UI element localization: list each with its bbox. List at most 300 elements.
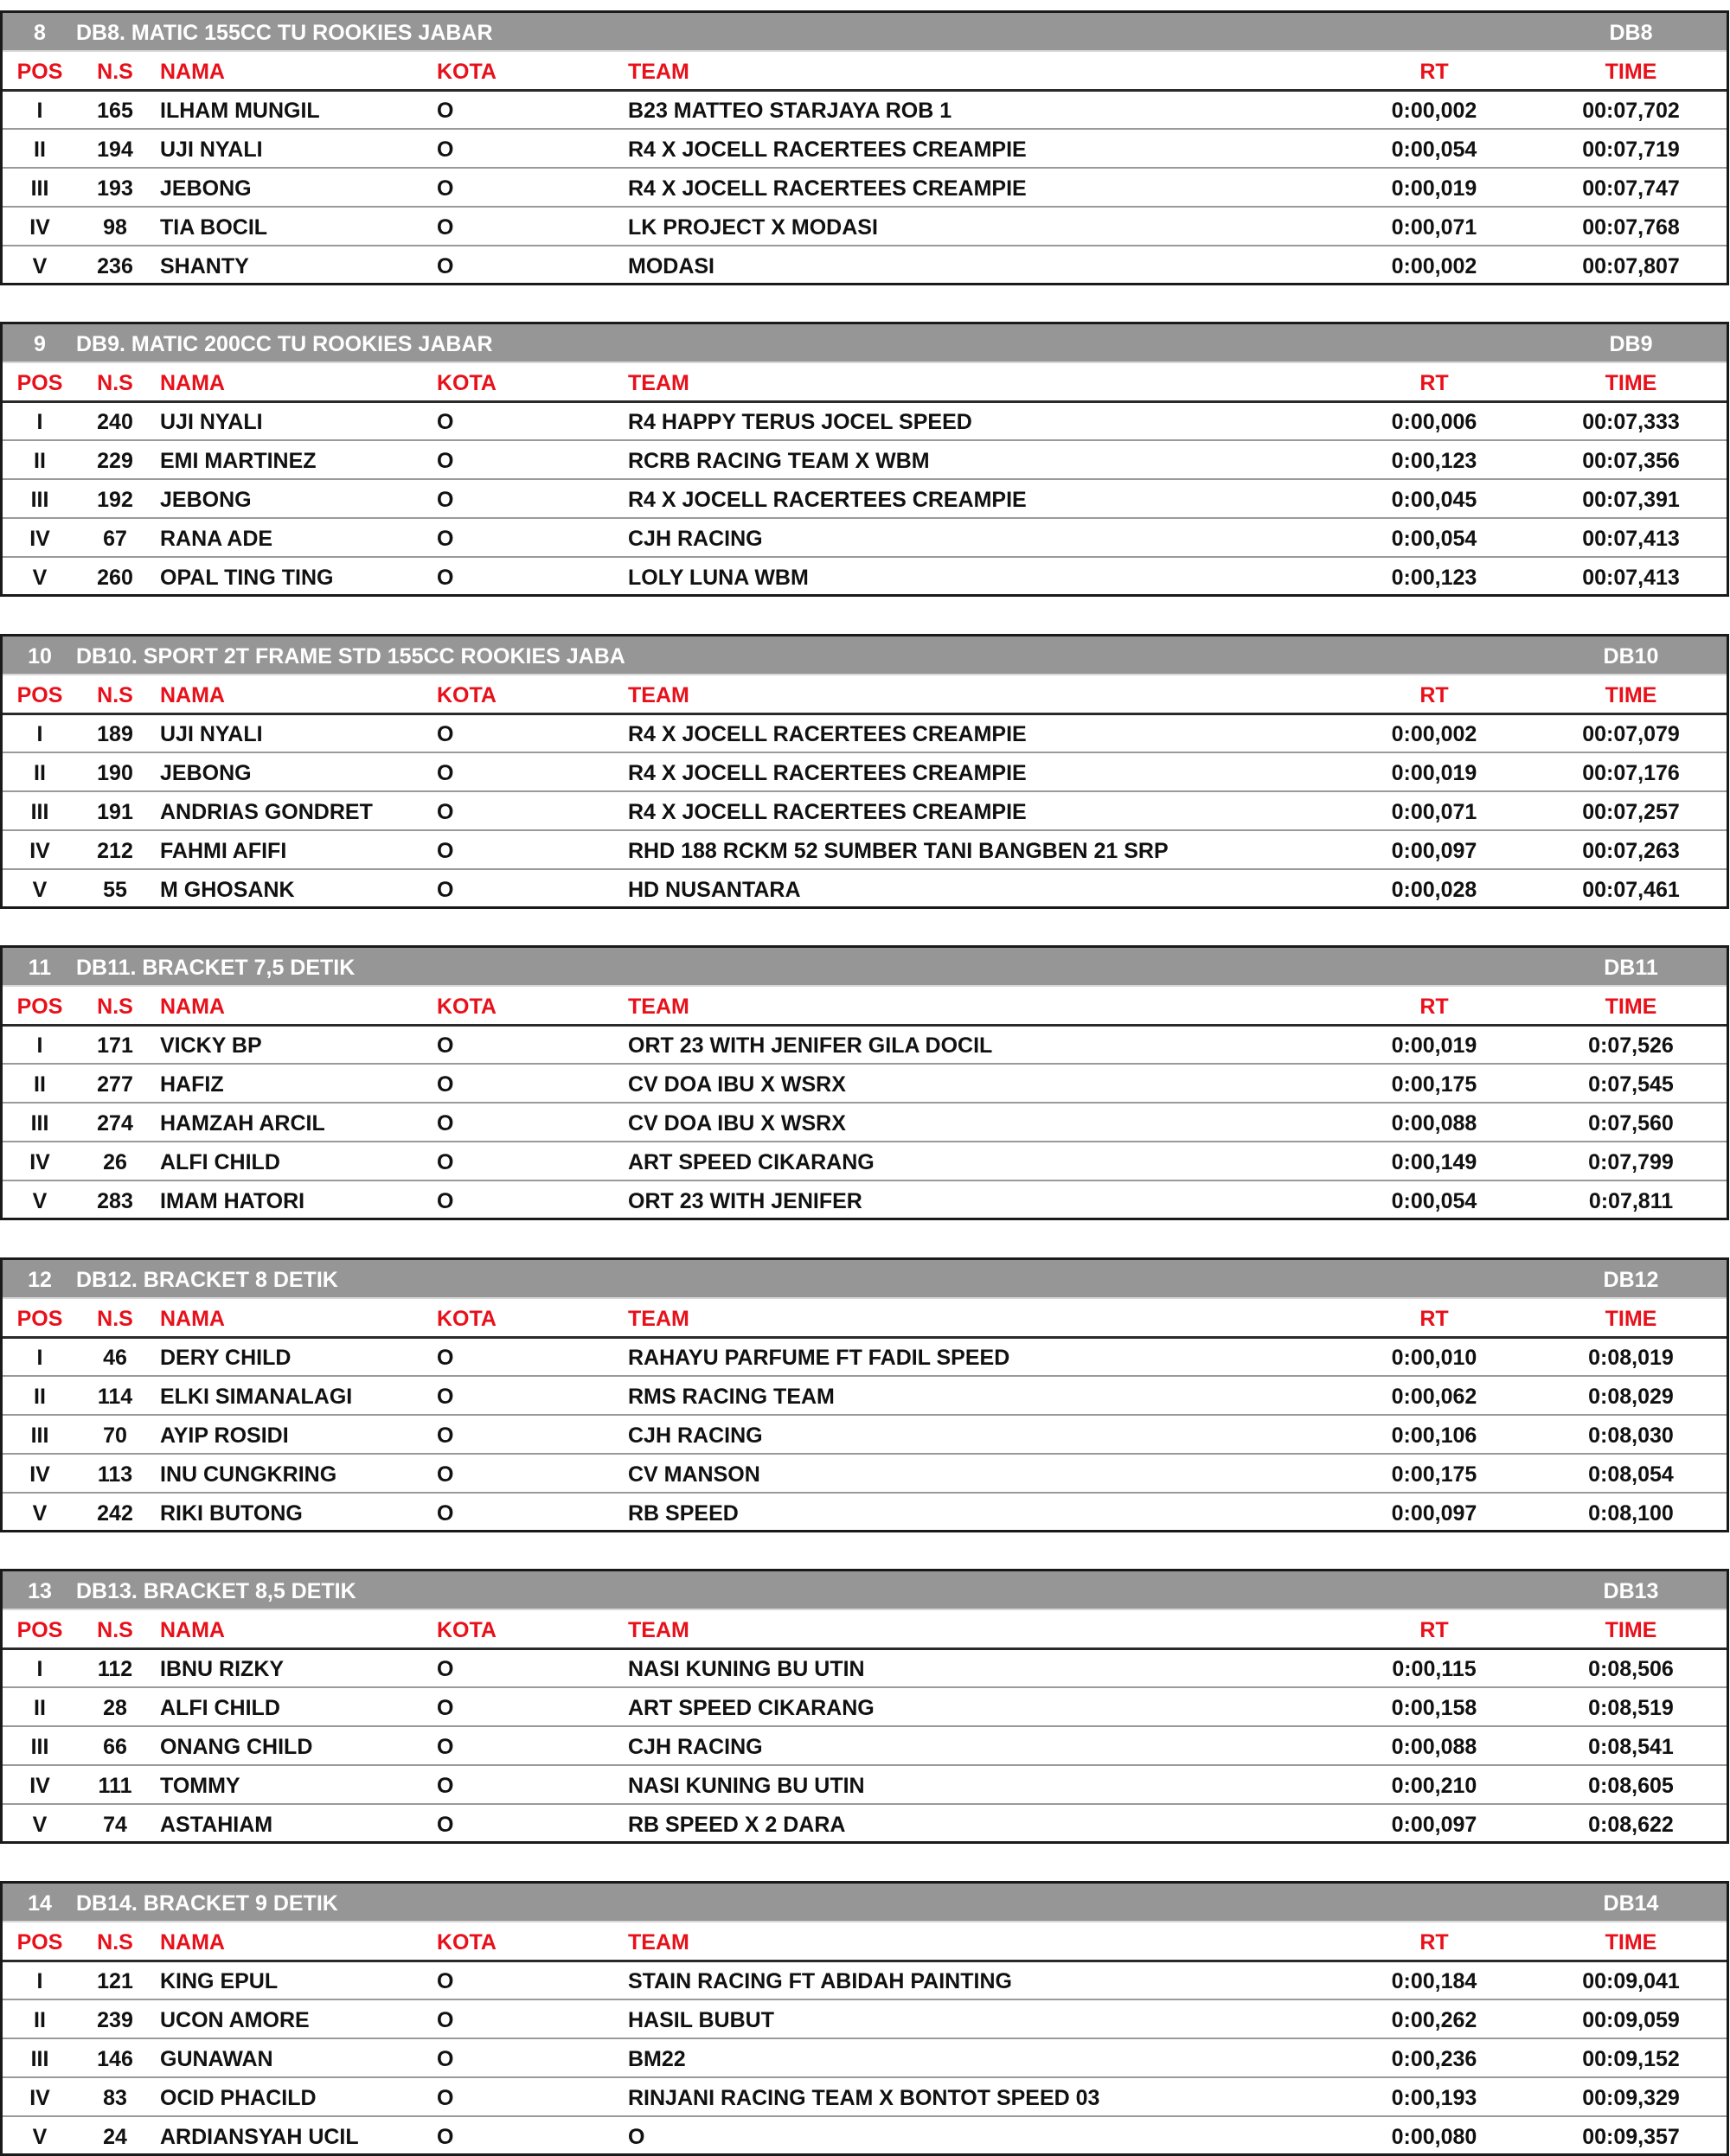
cell-team: NASI KUNING BU UTIN: [628, 1657, 865, 1681]
cell-time: 00:07,263: [1582, 839, 1680, 863]
cell-nama: HAFIZ: [160, 1072, 224, 1097]
table-row: [3, 402, 1727, 441]
column-header-row: [3, 363, 1727, 403]
col-ns-label: N.S: [97, 1307, 133, 1331]
cell-time: 0:07,811: [1588, 1189, 1674, 1213]
cell-nama: INU CUNGKRING: [160, 1462, 337, 1487]
cell-kota: O: [437, 1385, 454, 1409]
cell-rt: 0:00,210: [1391, 1774, 1477, 1798]
cell-team: STAIN RACING FT ABIDAH PAINTING: [628, 1969, 1012, 1993]
col-kota-label: KOTA: [437, 995, 497, 1019]
table-row: [3, 1181, 1727, 1219]
cell-rt: 0:00,175: [1391, 1462, 1477, 1487]
cell-ns: 192: [97, 488, 133, 512]
col-time-label: TIME: [1605, 1930, 1657, 1954]
cell-rt: 0:00,088: [1391, 1111, 1477, 1136]
col-pos-label: POS: [16, 1930, 63, 1954]
col-nama-label: NAMA: [160, 1307, 225, 1331]
col-pos-label: POS: [16, 1618, 63, 1642]
cell-team: R4 X JOCELL RACERTEES CREAMPIE: [628, 176, 1027, 201]
class-title: DB13. BRACKET 8,5 DETIK: [76, 1579, 356, 1603]
col-team-label: TEAM: [628, 683, 689, 707]
cell-ns: 260: [97, 566, 133, 590]
cell-team: RCRB RACING TEAM X WBM: [628, 449, 930, 473]
cell-kota: O: [437, 1189, 454, 1213]
cell-team: CJH RACING: [628, 527, 763, 551]
cell-pos: II: [34, 2008, 46, 2032]
cell-rt: 0:00,184: [1391, 1969, 1477, 1993]
cell-time: 00:09,357: [1582, 2125, 1680, 2149]
cell-rt: 0:00,071: [1391, 215, 1477, 240]
cell-time: 00:07,391: [1582, 488, 1680, 512]
cell-ns: 193: [97, 176, 133, 201]
cell-pos: IV: [29, 215, 50, 240]
cell-rt: 0:00,019: [1391, 176, 1477, 201]
cell-nama: KING EPUL: [160, 1969, 279, 1993]
cell-time: 00:07,257: [1582, 800, 1680, 824]
cell-time: 0:08,541: [1588, 1735, 1674, 1759]
cell-ns: 67: [103, 527, 127, 551]
cell-rt: 0:00,002: [1391, 254, 1477, 278]
cell-ns: 114: [97, 1385, 133, 1409]
cell-ns: 55: [103, 878, 127, 902]
cell-kota: O: [437, 2047, 454, 2071]
cell-pos: III: [30, 488, 49, 512]
table-row: [3, 246, 1727, 284]
cell-team: R4 X JOCELL RACERTEES CREAMPIE: [628, 138, 1027, 162]
result-table: [0, 10, 1729, 285]
cell-nama: DERY CHILD: [160, 1346, 292, 1370]
cell-team: R4 HAPPY TERUS JOCEL SPEED: [628, 410, 972, 434]
result-table: [0, 945, 1729, 1220]
cell-time: 0:07,526: [1588, 1033, 1674, 1058]
col-team-label: TEAM: [628, 995, 689, 1019]
cell-nama: ASTAHIAM: [160, 1813, 273, 1837]
cell-kota: O: [437, 99, 454, 123]
cell-rt: 0:00,019: [1391, 1033, 1477, 1058]
cell-rt: 0:00,019: [1391, 761, 1477, 785]
table-row: [3, 831, 1727, 870]
cell-pos: I: [36, 410, 43, 434]
cell-team: R4 X JOCELL RACERTEES CREAMPIE: [628, 488, 1027, 512]
cell-time: 00:07,356: [1582, 449, 1680, 473]
cell-time: 00:07,176: [1582, 761, 1680, 785]
class-title: DB10. SPORT 2T FRAME STD 155CC ROOKIES JABA: [76, 644, 625, 669]
cell-rt: 0:00,002: [1391, 722, 1477, 746]
class-code: DB12: [1603, 1268, 1659, 1292]
col-nama-label: NAMA: [160, 1930, 225, 1954]
class-header: [3, 13, 1727, 52]
cell-pos: IV: [29, 1462, 50, 1487]
cell-nama: UJI NYALI: [160, 138, 263, 162]
cell-kota: O: [437, 839, 454, 863]
cell-pos: II: [34, 761, 46, 785]
cell-pos: V: [32, 566, 48, 590]
cell-time: 0:08,054: [1588, 1462, 1674, 1487]
cell-ns: 212: [97, 839, 133, 863]
cell-nama: AYIP ROSIDI: [160, 1423, 289, 1448]
col-nama-label: NAMA: [160, 995, 225, 1019]
cell-time: 00:09,041: [1582, 1969, 1680, 1993]
col-kota-label: KOTA: [437, 60, 497, 84]
cell-kota: O: [437, 1033, 454, 1058]
col-time-label: TIME: [1605, 371, 1657, 395]
cell-team: RHD 188 RCKM 52 SUMBER TANI BANGBEN 21 SRP: [628, 839, 1169, 863]
table-row: [3, 1026, 1727, 1065]
cell-kota: O: [437, 2086, 454, 2110]
cell-time: 00:09,059: [1582, 2008, 1680, 2032]
cell-team: HD NUSANTARA: [628, 878, 801, 902]
cell-rt: 0:00,054: [1391, 138, 1477, 162]
cell-kota: O: [437, 1696, 454, 1720]
cell-kota: O: [437, 1501, 454, 1526]
cell-team: CV MANSON: [628, 1462, 760, 1487]
cell-rt: 0:00,010: [1391, 1346, 1477, 1370]
cell-nama: OCID PHACILD: [160, 2086, 317, 2110]
col-pos-label: POS: [16, 683, 63, 707]
cell-time: 0:08,622: [1588, 1813, 1674, 1837]
cell-nama: UJI NYALI: [160, 410, 263, 434]
cell-pos: II: [34, 138, 46, 162]
table-row: [3, 753, 1727, 792]
col-ns-label: N.S: [97, 683, 133, 707]
class-number: 12: [28, 1268, 52, 1292]
class-code: DB14: [1603, 1891, 1659, 1916]
cell-time: 0:08,100: [1588, 1501, 1674, 1526]
table-row: [3, 1065, 1727, 1104]
cell-ns: 240: [97, 410, 133, 434]
cell-kota: O: [437, 410, 454, 434]
table-row: [3, 1338, 1727, 1377]
cell-kota: O: [437, 138, 454, 162]
cell-rt: 0:00,080: [1391, 2125, 1477, 2149]
cell-pos: III: [30, 800, 49, 824]
table-row: [3, 1805, 1727, 1842]
cell-ns: 189: [97, 722, 133, 746]
result-table: [0, 1569, 1729, 1844]
col-rt-label: RT: [1419, 371, 1449, 395]
cell-kota: O: [437, 1813, 454, 1837]
cell-pos: I: [36, 722, 43, 746]
cell-pos: III: [30, 1423, 49, 1448]
table-row: [3, 1416, 1727, 1455]
cell-team: RMS RACING TEAM: [628, 1385, 835, 1409]
cell-rt: 0:00,175: [1391, 1072, 1477, 1097]
cell-rt: 0:00,097: [1391, 1813, 1477, 1837]
cell-ns: 98: [103, 215, 127, 240]
column-header-row: [3, 52, 1727, 92]
cell-nama: FAHMI AFIFI: [160, 839, 287, 863]
cell-nama: VICKY BP: [160, 1033, 262, 1058]
cell-nama: ILHAM MUNGIL: [160, 99, 320, 123]
cell-kota: O: [437, 722, 454, 746]
cell-nama: UJI NYALI: [160, 722, 263, 746]
cell-pos: V: [32, 2125, 48, 2149]
cell-time: 00:07,413: [1582, 527, 1680, 551]
table-row: [3, 2000, 1727, 2039]
cell-kota: O: [437, 566, 454, 590]
cell-ns: 121: [97, 1969, 133, 1993]
cell-time: 00:07,461: [1582, 878, 1680, 902]
cell-nama: ALFI CHILD: [160, 1150, 280, 1174]
cell-ns: 66: [103, 1735, 127, 1759]
class-code: DB13: [1603, 1579, 1659, 1603]
cell-kota: O: [437, 1111, 454, 1136]
cell-team: RINJANI RACING TEAM X BONTOT SPEED 03: [628, 2086, 1100, 2110]
class-title: DB8. MATIC 155CC TU ROOKIES JABAR: [76, 21, 493, 45]
cell-team: R4 X JOCELL RACERTEES CREAMPIE: [628, 761, 1027, 785]
cell-kota: O: [437, 1150, 454, 1174]
table-row: [3, 1104, 1727, 1142]
cell-pos: V: [32, 1813, 48, 1837]
class-code: DB10: [1603, 644, 1659, 669]
cell-nama: ANDRIAS GONDRET: [160, 800, 373, 824]
cell-ns: 236: [97, 254, 133, 278]
cell-pos: III: [30, 176, 49, 201]
col-rt-label: RT: [1419, 60, 1449, 84]
cell-pos: IV: [29, 1774, 50, 1798]
class-header: [3, 1571, 1727, 1610]
table-row: [3, 441, 1727, 480]
cell-team: ART SPEED CIKARANG: [628, 1150, 875, 1174]
cell-nama: EMI MARTINEZ: [160, 449, 317, 473]
cell-rt: 0:00,123: [1391, 566, 1477, 590]
cell-nama: GUNAWAN: [160, 2047, 273, 2071]
cell-ns: 239: [97, 2008, 133, 2032]
cell-time: 00:09,152: [1582, 2047, 1680, 2071]
col-team-label: TEAM: [628, 1307, 689, 1331]
col-rt-label: RT: [1419, 683, 1449, 707]
cell-ns: 242: [97, 1501, 133, 1526]
cell-kota: O: [437, 2008, 454, 2032]
cell-rt: 0:00,097: [1391, 839, 1477, 863]
cell-ns: 46: [103, 1346, 127, 1370]
column-header-row: [3, 987, 1727, 1027]
cell-time: 00:07,079: [1582, 722, 1680, 746]
cell-team: LK PROJECT X MODASI: [628, 215, 878, 240]
cell-ns: 28: [103, 1696, 127, 1720]
cell-nama: UCON AMORE: [160, 2008, 310, 2032]
cell-kota: O: [437, 488, 454, 512]
col-time-label: TIME: [1605, 995, 1657, 1019]
col-rt-label: RT: [1419, 1930, 1449, 1954]
cell-kota: O: [437, 1423, 454, 1448]
cell-team: HASIL BUBUT: [628, 2008, 774, 2032]
cell-team: CV DOA IBU X WSRX: [628, 1111, 846, 1136]
cell-time: 0:08,506: [1588, 1657, 1674, 1681]
cell-ns: 165: [97, 99, 133, 123]
cell-time: 0:08,019: [1588, 1346, 1674, 1370]
cell-time: 00:07,702: [1582, 99, 1680, 123]
cell-team: MODASI: [628, 254, 714, 278]
cell-pos: II: [34, 1696, 46, 1720]
class-header: [3, 324, 1727, 363]
class-header: [3, 1884, 1727, 1922]
cell-nama: TOMMY: [160, 1774, 240, 1798]
col-ns-label: N.S: [97, 995, 133, 1019]
col-kota-label: KOTA: [437, 683, 497, 707]
cell-kota: O: [437, 215, 454, 240]
cell-kota: O: [437, 449, 454, 473]
col-pos-label: POS: [16, 1307, 63, 1331]
col-team-label: TEAM: [628, 1618, 689, 1642]
col-time-label: TIME: [1605, 1307, 1657, 1331]
table-row: [3, 1649, 1727, 1688]
col-nama-label: NAMA: [160, 1618, 225, 1642]
cell-rt: 0:00,097: [1391, 1501, 1477, 1526]
col-rt-label: RT: [1419, 995, 1449, 1019]
cell-kota: O: [437, 1735, 454, 1759]
table-row: [3, 2078, 1727, 2117]
cell-ns: 171: [97, 1033, 133, 1058]
table-row: [3, 792, 1727, 831]
col-rt-label: RT: [1419, 1618, 1449, 1642]
cell-pos: I: [36, 1033, 43, 1058]
cell-rt: 0:00,006: [1391, 410, 1477, 434]
cell-rt: 0:00,236: [1391, 2047, 1477, 2071]
cell-time: 0:08,519: [1588, 1696, 1674, 1720]
class-number: 8: [34, 21, 46, 45]
cell-team: CJH RACING: [628, 1423, 763, 1448]
table-row: [3, 2117, 1727, 2154]
cell-rt: 0:00,054: [1391, 527, 1477, 551]
class-header: [3, 1260, 1727, 1299]
cell-time: 00:07,768: [1582, 215, 1680, 240]
cell-nama: IMAM HATORI: [160, 1189, 305, 1213]
cell-pos: V: [32, 254, 48, 278]
cell-time: 00:07,807: [1582, 254, 1680, 278]
cell-rt: 0:00,115: [1392, 1657, 1477, 1681]
cell-pos: V: [32, 1189, 48, 1213]
col-time-label: TIME: [1605, 60, 1657, 84]
cell-kota: O: [437, 2125, 454, 2149]
table-row: [3, 1494, 1727, 1531]
cell-team: RB SPEED X 2 DARA: [628, 1813, 846, 1837]
cell-kota: O: [437, 176, 454, 201]
cell-rt: 0:00,062: [1391, 1385, 1477, 1409]
cell-kota: O: [437, 878, 454, 902]
col-ns-label: N.S: [97, 1618, 133, 1642]
cell-team: ORT 23 WITH JENIFER GILA DOCIL: [628, 1033, 993, 1058]
cell-time: 0:07,545: [1588, 1072, 1674, 1097]
cell-pos: IV: [29, 1150, 50, 1174]
table-row: [3, 1455, 1727, 1494]
cell-rt: 0:00,071: [1391, 800, 1477, 824]
cell-pos: I: [36, 99, 43, 123]
cell-nama: IBNU RIZKY: [160, 1657, 285, 1681]
cell-nama: ARDIANSYAH UCIL: [160, 2125, 359, 2149]
class-title: DB14. BRACKET 9 DETIK: [76, 1891, 338, 1916]
cell-kota: O: [437, 1657, 454, 1681]
col-time-label: TIME: [1605, 1618, 1657, 1642]
cell-ns: 283: [97, 1189, 133, 1213]
class-number: 11: [28, 956, 52, 980]
table-row: [3, 1377, 1727, 1416]
cell-pos: IV: [29, 527, 50, 551]
result-table: [0, 1881, 1729, 2156]
cell-nama: RANA ADE: [160, 527, 273, 551]
cell-pos: IV: [29, 2086, 50, 2110]
class-code: DB8: [1609, 21, 1653, 45]
cell-nama: OPAL TING TING: [160, 566, 334, 590]
column-header-row: [3, 1610, 1727, 1650]
table-row: [3, 169, 1727, 208]
col-kota-label: KOTA: [437, 1618, 497, 1642]
class-number: 13: [28, 1579, 52, 1603]
cell-pos: III: [30, 1111, 49, 1136]
cell-team: RB SPEED: [628, 1501, 739, 1526]
cell-pos: IV: [29, 839, 50, 863]
cell-team: R4 X JOCELL RACERTEES CREAMPIE: [628, 800, 1027, 824]
cell-kota: O: [437, 527, 454, 551]
class-number: 14: [28, 1891, 52, 1916]
cell-ns: 194: [97, 138, 133, 162]
cell-team: CV DOA IBU X WSRX: [628, 1072, 846, 1097]
cell-rt: 0:00,123: [1391, 449, 1477, 473]
cell-team: NASI KUNING BU UTIN: [628, 1774, 865, 1798]
col-kota-label: KOTA: [437, 1307, 497, 1331]
class-title: DB9. MATIC 200CC TU ROOKIES JABAR: [76, 332, 493, 356]
column-header-row: [3, 1922, 1727, 1962]
table-row: [3, 1961, 1727, 2000]
cell-team: BM22: [628, 2047, 686, 2071]
cell-time: 00:07,333: [1582, 410, 1680, 434]
class-number: 9: [34, 332, 46, 356]
cell-nama: SHANTY: [160, 254, 249, 278]
cell-rt: 0:00,193: [1391, 2086, 1477, 2110]
cell-kota: O: [437, 1969, 454, 1993]
cell-ns: 274: [97, 1111, 133, 1136]
table-row: [3, 91, 1727, 130]
cell-time: 0:07,799: [1588, 1150, 1674, 1174]
table-row: [3, 558, 1727, 595]
cell-nama: ALFI CHILD: [160, 1696, 280, 1720]
col-team-label: TEAM: [628, 1930, 689, 1954]
cell-nama: HAMZAH ARCIL: [160, 1111, 325, 1136]
cell-team: LOLY LUNA WBM: [628, 566, 809, 590]
col-ns-label: N.S: [97, 371, 133, 395]
table-row: [3, 1142, 1727, 1181]
col-rt-label: RT: [1419, 1307, 1449, 1331]
cell-kota: O: [437, 1462, 454, 1487]
col-team-label: TEAM: [628, 371, 689, 395]
cell-time: 0:07,560: [1588, 1111, 1674, 1136]
table-row: [3, 1727, 1727, 1766]
col-ns-label: N.S: [97, 60, 133, 84]
cell-ns: 190: [97, 761, 133, 785]
cell-pos: I: [36, 1969, 43, 1993]
cell-pos: I: [36, 1346, 43, 1370]
column-header-row: [3, 1299, 1727, 1339]
cell-ns: 113: [97, 1462, 133, 1487]
cell-team: RAHAYU PARFUME FT FADIL SPEED: [628, 1346, 1010, 1370]
cell-pos: II: [34, 1072, 46, 1097]
table-row: [3, 2039, 1727, 2078]
result-table: [0, 322, 1729, 597]
cell-team: ART SPEED CIKARANG: [628, 1696, 875, 1720]
cell-team: O: [628, 2125, 645, 2149]
cell-rt: 0:00,045: [1391, 488, 1477, 512]
result-table: [0, 1257, 1729, 1532]
table-row: [3, 1766, 1727, 1805]
cell-team: R4 X JOCELL RACERTEES CREAMPIE: [628, 722, 1027, 746]
col-nama-label: NAMA: [160, 683, 225, 707]
class-title: DB12. BRACKET 8 DETIK: [76, 1268, 338, 1292]
cell-time: 0:08,029: [1588, 1385, 1674, 1409]
cell-pos: III: [30, 2047, 49, 2071]
cell-nama: JEBONG: [160, 176, 252, 201]
cell-ns: 277: [97, 1072, 133, 1097]
